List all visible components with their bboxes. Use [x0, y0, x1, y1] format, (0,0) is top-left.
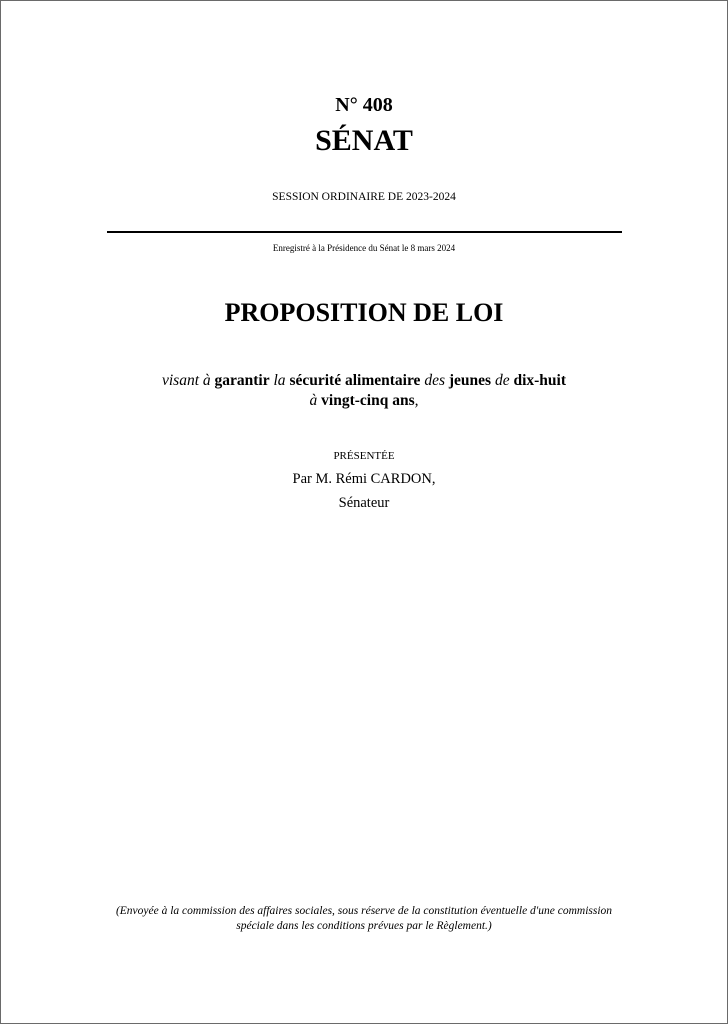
session-label: SESSION ORDINAIRE DE 2023-2024	[272, 191, 456, 203]
referral-line-2: spéciale dans les conditions prévues par le Règlement.)	[236, 919, 492, 932]
author-name: Par M. Rémi CARDON,	[292, 471, 436, 487]
referral-line-1: (Envoyée à la commission des affaires sociales, sous réserve de la constitution éventuelle d'une commission	[115, 905, 613, 917]
document-type-title: PROPOSITION DE LOI	[224, 298, 504, 327]
subject-word: vingt-cinq ans	[321, 392, 415, 409]
document-number: N° 408	[335, 94, 393, 116]
subject-line-2	[1, 391, 727, 411]
presented-label: PRÉSENTÉE	[333, 450, 395, 462]
subject-word: dix-huit	[513, 372, 567, 389]
subject-word: la	[273, 372, 286, 389]
subject-line-1	[1, 371, 727, 391]
subject-word: jeunes	[448, 372, 492, 389]
referral-note	[1, 904, 727, 933]
subject-word: à	[309, 392, 318, 409]
registration-note: Enregistré à la Présidence du Sénat le 8 mars 2024	[272, 243, 456, 253]
author-title: Sénateur	[338, 495, 390, 511]
subject-word: sécurité alimentaire	[289, 372, 421, 389]
subject-word: des	[424, 372, 445, 389]
subject-word: à	[202, 372, 211, 389]
subject-word: garantir	[214, 372, 270, 389]
horizontal-rule	[107, 231, 622, 233]
subject-word: visant	[161, 372, 200, 389]
chamber-title: SÉNAT	[315, 124, 413, 157]
document-subject	[1, 371, 727, 411]
subject-word: de	[494, 372, 510, 389]
subject-word: ,	[414, 392, 419, 409]
